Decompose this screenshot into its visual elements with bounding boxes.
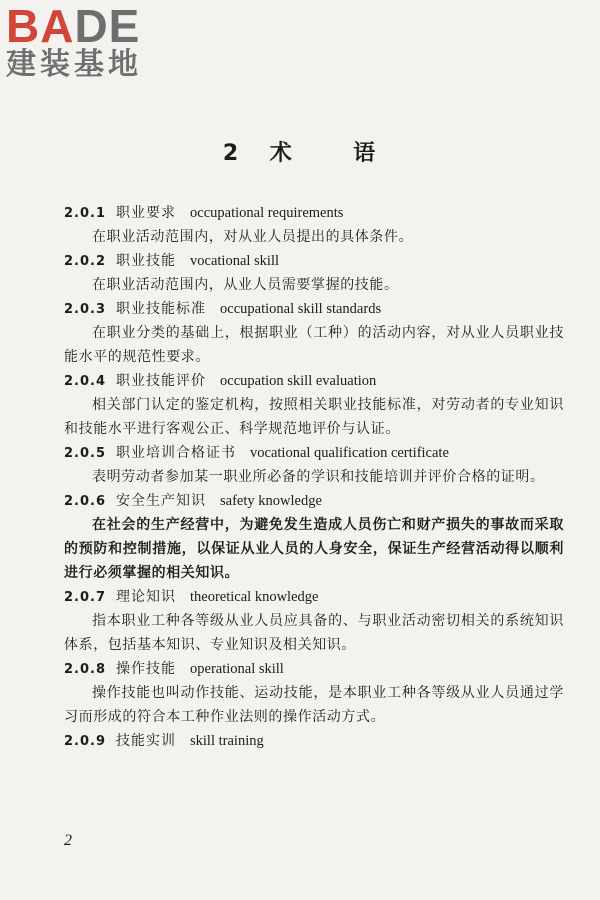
term-chinese: 职业技能评价 bbox=[116, 373, 207, 389]
term-english: operational skill bbox=[190, 661, 284, 677]
term-heading bbox=[64, 441, 564, 465]
chapter-title: 2 术 语 bbox=[222, 141, 378, 166]
term-english: occupational skill standards bbox=[220, 301, 382, 317]
term-definition: 在职业分类的基础上，根据职业（工种）的活动内容，对从业人员职业技能水平的规范性要求。 bbox=[64, 325, 564, 365]
term-heading bbox=[64, 657, 564, 681]
term-number: 2.0.2 bbox=[64, 254, 107, 269]
term-english: occupation skill evaluation bbox=[220, 373, 377, 389]
term-entry bbox=[64, 297, 564, 369]
term-english: skill training bbox=[190, 733, 264, 749]
term-entry bbox=[64, 729, 564, 753]
term-heading bbox=[64, 729, 564, 753]
term-definition: 指本职业工种各等级从业人员应具备的、与职业活动密切相关的系统知识体系，包括基本知识、专业知识及相关知识。 bbox=[64, 613, 564, 653]
term-number: 2.0.5 bbox=[64, 446, 107, 461]
term-number: 2.0.6 bbox=[64, 494, 107, 509]
term-heading bbox=[64, 249, 564, 273]
term-heading bbox=[64, 369, 564, 393]
term-chinese: 职业要求 bbox=[116, 205, 177, 221]
term-definition: 操作技能也叫动作技能、运动技能，是本职业工种各等级从业人员通过学习而形成的符合本工种作业法则的操作活动方式。 bbox=[64, 685, 564, 725]
term-definition: 在职业活动范围内，从业人员需要掌握的技能。 bbox=[92, 277, 399, 293]
term-english: safety knowledge bbox=[220, 493, 322, 509]
term-entry bbox=[64, 201, 564, 249]
term-english: vocational qualification certificate bbox=[250, 445, 449, 461]
term-number: 2.0.8 bbox=[64, 662, 107, 677]
term-entry bbox=[64, 249, 564, 297]
watermark-brand-accent: BA bbox=[6, 0, 75, 52]
term-definition: 在社会的生产经营中，为避免发生造成人员伤亡和财产损失的事故而采取的预防和控制措施，以保证从业人员的人身安全，保证生产经营活动得以顺利进行必须掌握的相关知识。 bbox=[64, 517, 564, 581]
term-number: 2.0.9 bbox=[64, 734, 107, 749]
term-chinese: 安全生产知识 bbox=[116, 493, 207, 509]
terms-list bbox=[64, 201, 564, 753]
term-heading bbox=[64, 297, 564, 321]
term-english: occupational requirements bbox=[190, 205, 344, 221]
term-heading bbox=[64, 489, 564, 513]
term-chinese: 技能实训 bbox=[116, 733, 177, 749]
term-number: 2.0.7 bbox=[64, 590, 107, 605]
term-chinese: 职业技能标准 bbox=[116, 301, 207, 317]
term-chinese: 职业培训合格证书 bbox=[116, 445, 237, 461]
watermark-subtitle: 建装基地 bbox=[6, 47, 142, 82]
watermark-brand-rest: DE bbox=[74, 0, 141, 52]
term-entry bbox=[64, 369, 564, 441]
term-english: theoretical knowledge bbox=[190, 589, 319, 605]
term-chinese: 操作技能 bbox=[116, 661, 177, 677]
term-entry bbox=[64, 585, 564, 657]
term-definition: 表明劳动者参加某一职业所必备的学识和技能培训并评价合格的证明。 bbox=[92, 469, 545, 485]
term-chinese: 理论知识 bbox=[116, 589, 177, 605]
term-english: vocational skill bbox=[190, 253, 280, 269]
term-definition: 相关部门认定的鉴定机构，按照相关职业技能标准，对劳动者的专业知识和技能水平进行客观公正、科学规范地评价与认证。 bbox=[64, 397, 564, 437]
term-entry bbox=[64, 441, 564, 489]
term-definition: 在职业活动范围内，对从业人员提出的具体条件。 bbox=[92, 229, 414, 245]
term-number: 2.0.3 bbox=[64, 302, 107, 317]
term-heading bbox=[64, 585, 564, 609]
page-number: 2 bbox=[64, 832, 72, 849]
watermark-brand bbox=[6, 0, 176, 52]
bade-watermark-logo bbox=[6, 0, 176, 90]
term-entry bbox=[64, 489, 564, 585]
term-chinese: 职业技能 bbox=[116, 253, 177, 269]
term-heading bbox=[64, 201, 564, 225]
term-number: 2.0.4 bbox=[64, 374, 107, 389]
term-number: 2.0.1 bbox=[64, 206, 107, 221]
term-entry bbox=[64, 657, 564, 729]
